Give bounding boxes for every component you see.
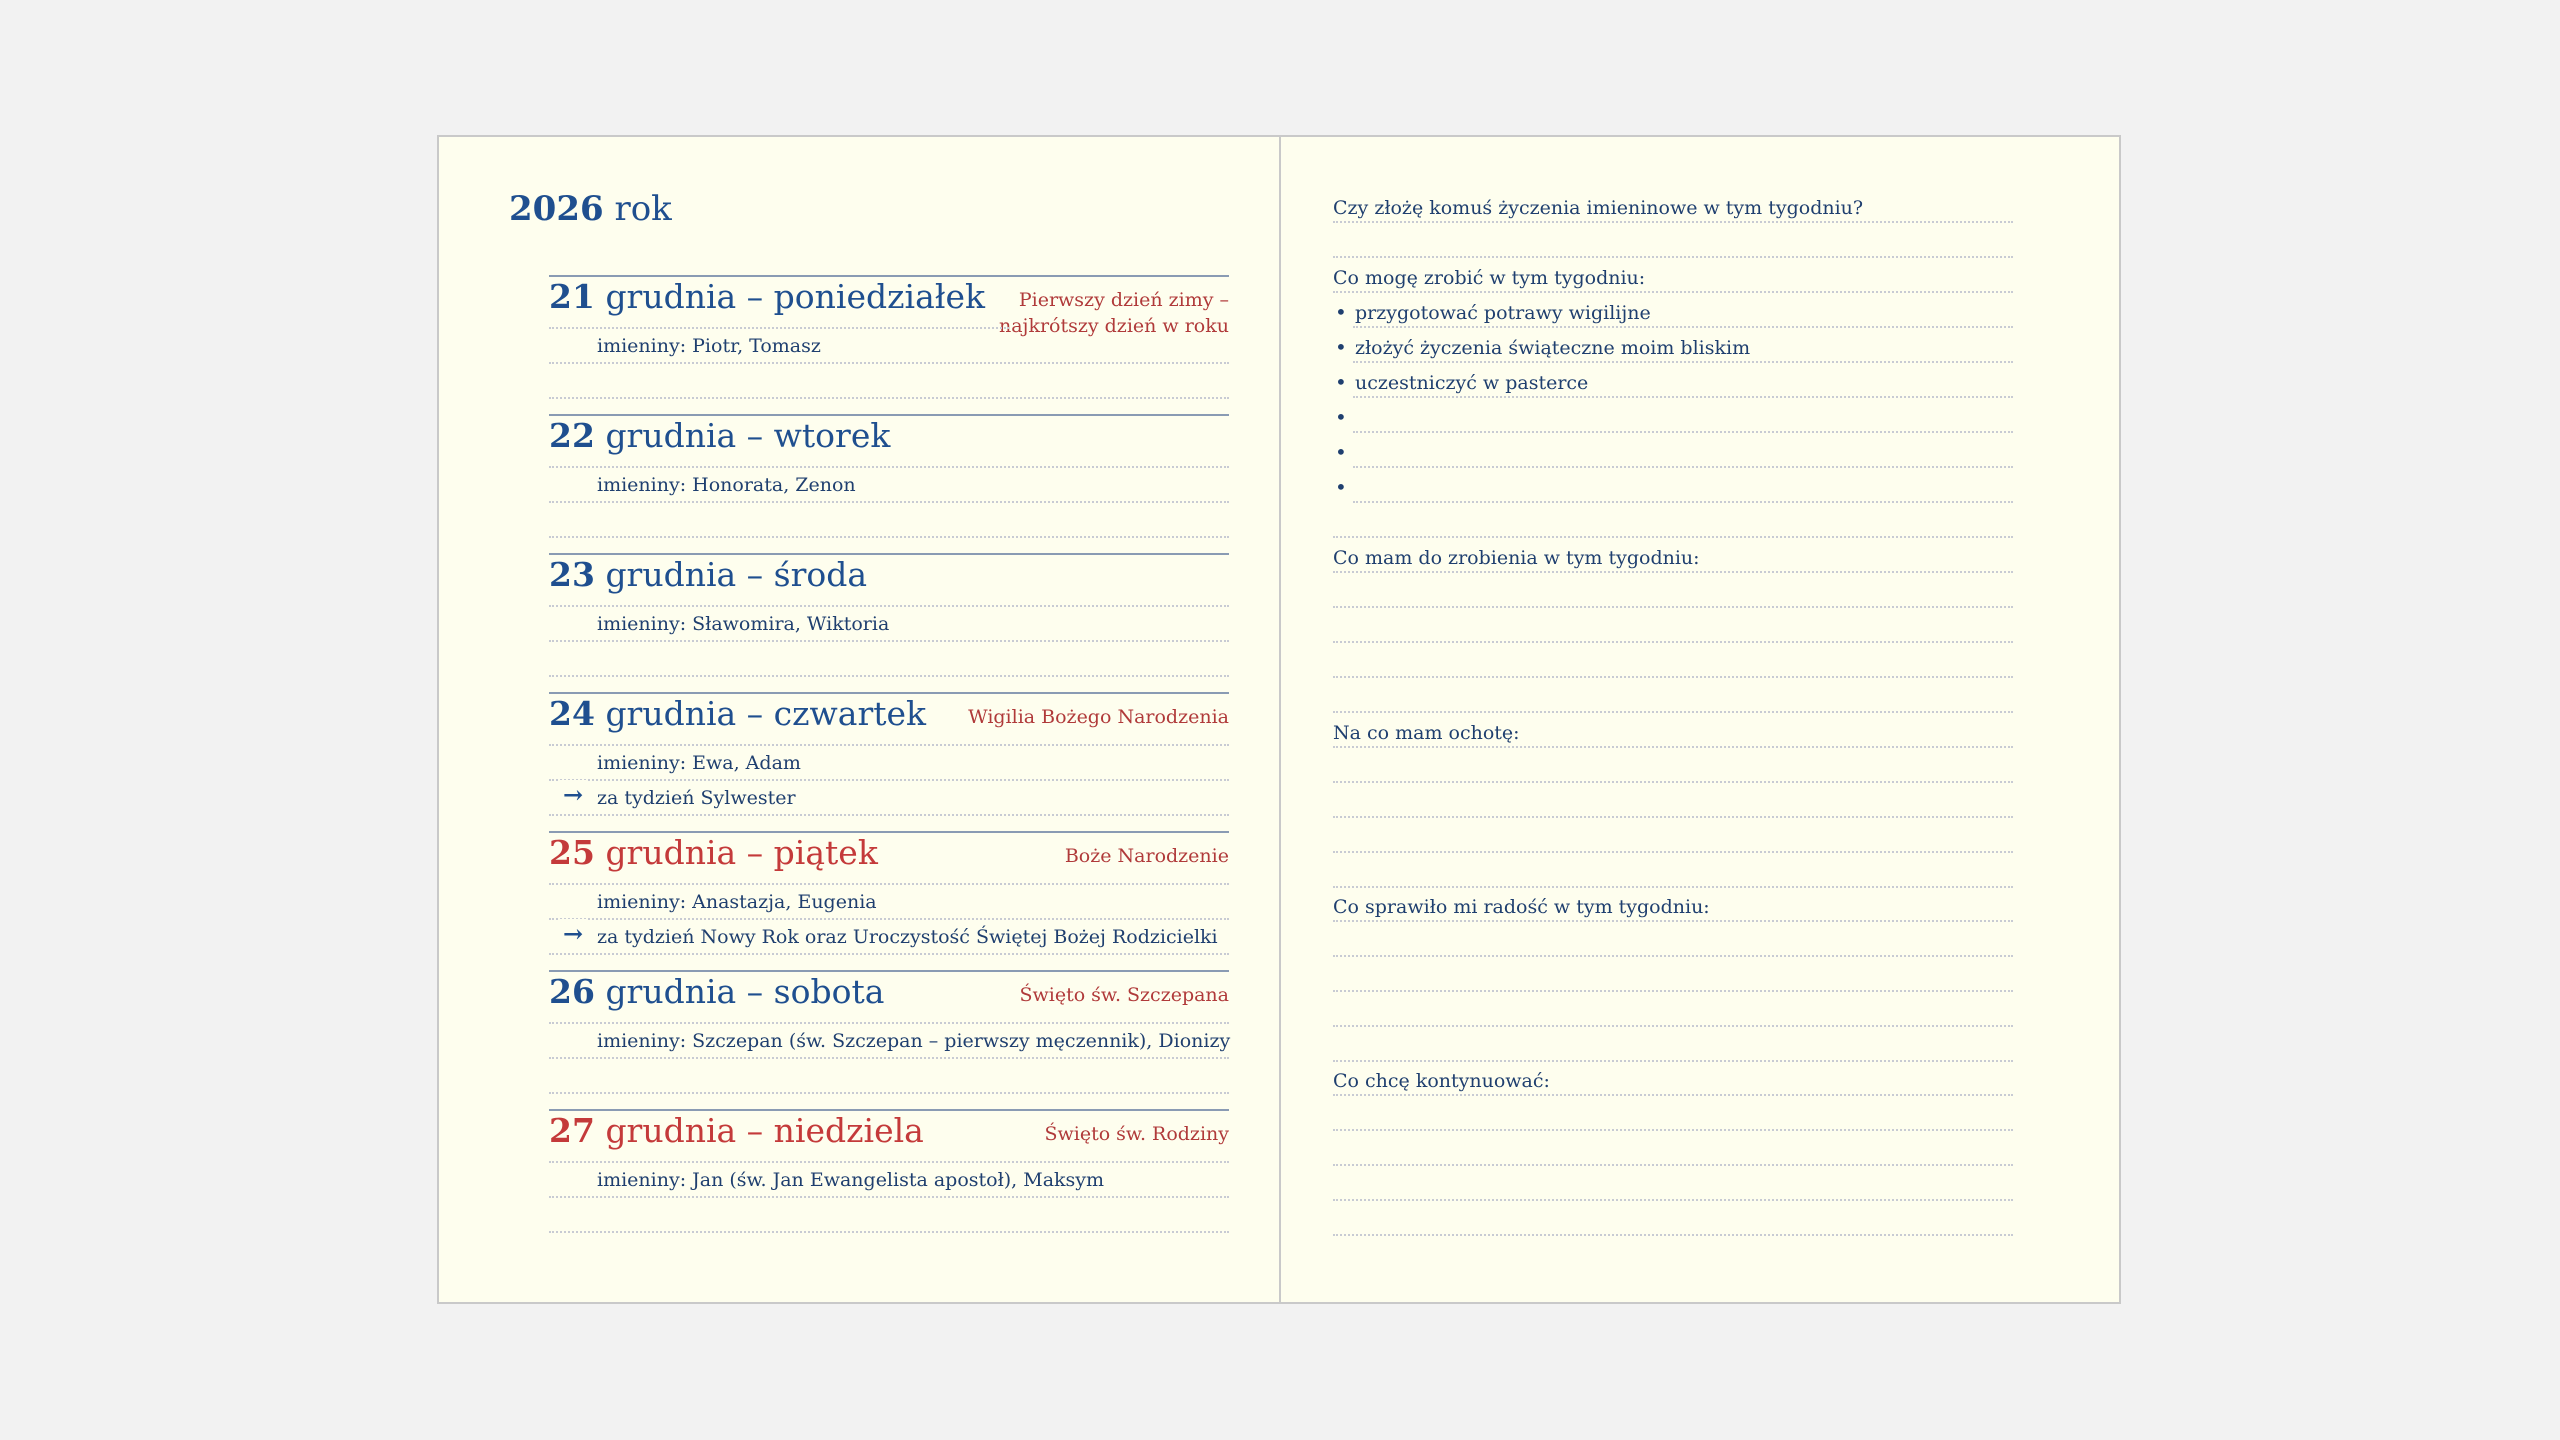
day-number: 21: [549, 277, 595, 316]
writing-line[interactable]: [1333, 711, 2013, 713]
writing-line[interactable]: [1333, 816, 2013, 818]
writing-line[interactable]: [549, 536, 1229, 538]
nameday-text: imieniny: Szczepan (św. Szczepan – pierwszy męczennik), Dionizy: [597, 1030, 1236, 1052]
question-label: Co mam do zrobienia w tym tygodniu:: [1333, 547, 1706, 569]
day-title: [549, 1111, 924, 1150]
day-entry-26: [549, 970, 1229, 1109]
writing-line[interactable]: [1333, 1094, 2013, 1096]
year-number: 2026: [509, 189, 604, 229]
day-title: [549, 277, 985, 316]
day-name: grudnia – środa: [605, 555, 868, 594]
day-number: 27: [549, 1111, 595, 1150]
arrow-right-icon: →: [559, 780, 587, 809]
day-holiday: [968, 704, 1229, 730]
question-label: Co chcę kontynuować:: [1333, 1070, 1556, 1092]
writing-line[interactable]: [549, 1231, 1229, 1233]
day-entry-27: [549, 1109, 1229, 1248]
writing-line[interactable]: [549, 605, 1229, 607]
day-holiday: [999, 287, 1229, 339]
nameday-text: imieniny: Sławomira, Wiktoria: [597, 613, 895, 635]
bullet-item[interactable]: [1333, 440, 2013, 468]
writing-line[interactable]: [549, 1057, 1229, 1059]
day-entry-25: [549, 831, 1229, 970]
writing-line[interactable]: [1333, 291, 2013, 293]
writing-line[interactable]: [549, 883, 1229, 885]
bullet-icon: •: [1335, 440, 1347, 464]
day-entry-24: [549, 692, 1229, 831]
reminder-note: za tydzień Sylwester: [597, 787, 802, 809]
bullet-item[interactable]: [1333, 370, 2013, 398]
writing-line[interactable]: [549, 327, 1009, 329]
writing-line[interactable]: [1353, 361, 2013, 363]
bullet-item[interactable]: [1333, 300, 2013, 328]
nameday-text: imieniny: Anastazja, Eugenia: [597, 891, 883, 913]
writing-line[interactable]: [1333, 606, 2013, 608]
writing-line[interactable]: [549, 953, 1229, 955]
writing-line[interactable]: [1333, 1164, 2013, 1166]
writing-line[interactable]: [549, 814, 1229, 816]
holiday-line: Pierwszy dzień zimy –: [1018, 289, 1229, 311]
writing-line[interactable]: [1333, 536, 2013, 538]
day-name: grudnia – czwartek: [605, 694, 927, 733]
writing-line[interactable]: [1333, 920, 2013, 922]
question-can-do: [1333, 267, 2013, 293]
day-title: [549, 972, 884, 1011]
bullet-item[interactable]: [1333, 335, 2013, 363]
day-title: [549, 555, 867, 594]
day-number: 23: [549, 555, 595, 594]
holiday-line: Wigilia Bożego Narodzenia: [968, 706, 1229, 728]
writing-line[interactable]: [1333, 886, 2013, 888]
planner-spread: [437, 135, 2121, 1304]
writing-line[interactable]: [1333, 746, 2013, 748]
bullet-icon: •: [1335, 475, 1347, 499]
writing-line[interactable]: [549, 640, 1229, 642]
bullet-text: złożyć życzenia świąteczne moim bliskim: [1355, 337, 1756, 359]
writing-line[interactable]: [549, 744, 1229, 746]
writing-line[interactable]: [549, 1196, 1229, 1198]
writing-line[interactable]: [1333, 1025, 2013, 1027]
bullet-text: przygotować potrawy wigilijne: [1355, 302, 1657, 324]
writing-line[interactable]: [549, 779, 1229, 781]
day-entry-21: [549, 275, 1229, 414]
writing-line[interactable]: [1333, 1129, 2013, 1131]
writing-line[interactable]: [549, 501, 1229, 503]
day-number: 24: [549, 694, 595, 733]
question-label: Na co mam ochotę:: [1333, 722, 1526, 744]
writing-line[interactable]: [549, 362, 1229, 364]
day-number: 22: [549, 416, 595, 455]
bullet-icon: •: [1335, 335, 1347, 359]
right-page: [1281, 137, 2119, 1302]
day-name: grudnia – poniedziałek: [605, 277, 985, 316]
nameday-text: imieniny: Ewa, Adam: [597, 752, 807, 774]
holiday-line: Święto św. Rodziny: [1044, 1123, 1229, 1145]
day-name: grudnia – sobota: [605, 972, 885, 1011]
reminder-note: za tydzień Nowy Rok oraz Uroczystość Świętej Bożej Rodzicielki: [597, 926, 1224, 948]
year-label: rok: [614, 189, 672, 229]
writing-line[interactable]: [1333, 990, 2013, 992]
writing-line[interactable]: [1353, 501, 2013, 503]
writing-line[interactable]: [549, 918, 1229, 920]
writing-line[interactable]: [1333, 1234, 2013, 1236]
question-wishes: [1333, 197, 2013, 223]
question-continue: [1333, 1070, 2013, 1096]
question-joy: [1333, 896, 2013, 922]
bullet-text: uczestniczyć w pasterce: [1355, 372, 1594, 394]
day-number: 25: [549, 833, 595, 872]
writing-line[interactable]: [1353, 326, 2013, 328]
writing-line[interactable]: [549, 1022, 1229, 1024]
day-entry-22: [549, 414, 1229, 553]
question-todo: [1333, 547, 2013, 573]
writing-line[interactable]: [1333, 221, 2013, 223]
writing-line[interactable]: [1333, 676, 2013, 678]
writing-line[interactable]: [549, 397, 1229, 399]
question-label: Co mogę zrobić w tym tygodniu:: [1333, 267, 1651, 289]
bullet-icon: •: [1335, 300, 1347, 324]
writing-line[interactable]: [549, 466, 1229, 468]
day-name: grudnia – wtorek: [605, 416, 891, 455]
writing-line[interactable]: [1333, 256, 2013, 258]
question-label: Co sprawiło mi radość w tym tygodniu:: [1333, 896, 1716, 918]
holiday-line: najkrótszy dzień w roku: [998, 315, 1229, 337]
nameday-text: imieniny: Honorata, Zenon: [597, 474, 862, 496]
arrow-right-icon: →: [559, 919, 587, 948]
holiday-line: Boże Narodzenie: [1064, 845, 1229, 867]
writing-line[interactable]: [1333, 851, 2013, 853]
holiday-line: Święto św. Szczepana: [1019, 984, 1229, 1006]
writing-line[interactable]: [1333, 1199, 2013, 1201]
bullet-icon: •: [1335, 370, 1347, 394]
day-holiday: [1065, 843, 1229, 869]
writing-line[interactable]: [1353, 431, 2013, 433]
nameday-text: imieniny: Jan (św. Jan Ewangelista apostoł), Maksym: [597, 1169, 1110, 1191]
question-label: Czy złożę komuś życzenia imieninowe w tym tygodniu?: [1333, 197, 1869, 219]
writing-line[interactable]: [1333, 571, 2013, 573]
day-holiday: [1019, 982, 1229, 1008]
day-entry-23: [549, 553, 1229, 692]
day-title: [549, 694, 926, 733]
bullet-item[interactable]: [1333, 475, 2013, 503]
writing-line[interactable]: [1333, 781, 2013, 783]
day-title: [549, 416, 890, 455]
writing-line[interactable]: [549, 1092, 1229, 1094]
day-name: grudnia – piątek: [605, 833, 878, 872]
left-page: [439, 137, 1281, 1302]
writing-line[interactable]: [1353, 396, 2013, 398]
day-holiday: [1044, 1121, 1229, 1147]
writing-line[interactable]: [1353, 466, 2013, 468]
writing-line[interactable]: [549, 1161, 1229, 1163]
year-heading: [509, 189, 672, 229]
writing-line[interactable]: [1333, 955, 2013, 957]
writing-line[interactable]: [549, 675, 1229, 677]
day-name: grudnia – niedziela: [605, 1111, 924, 1150]
bullet-item[interactable]: [1333, 405, 2013, 433]
bullet-icon: •: [1335, 405, 1347, 429]
writing-line[interactable]: [1333, 1060, 2013, 1062]
writing-line[interactable]: [1333, 641, 2013, 643]
nameday-text: imieniny: Piotr, Tomasz: [597, 335, 827, 357]
question-want: [1333, 722, 2013, 748]
day-number: 26: [549, 972, 595, 1011]
day-title: [549, 833, 878, 872]
